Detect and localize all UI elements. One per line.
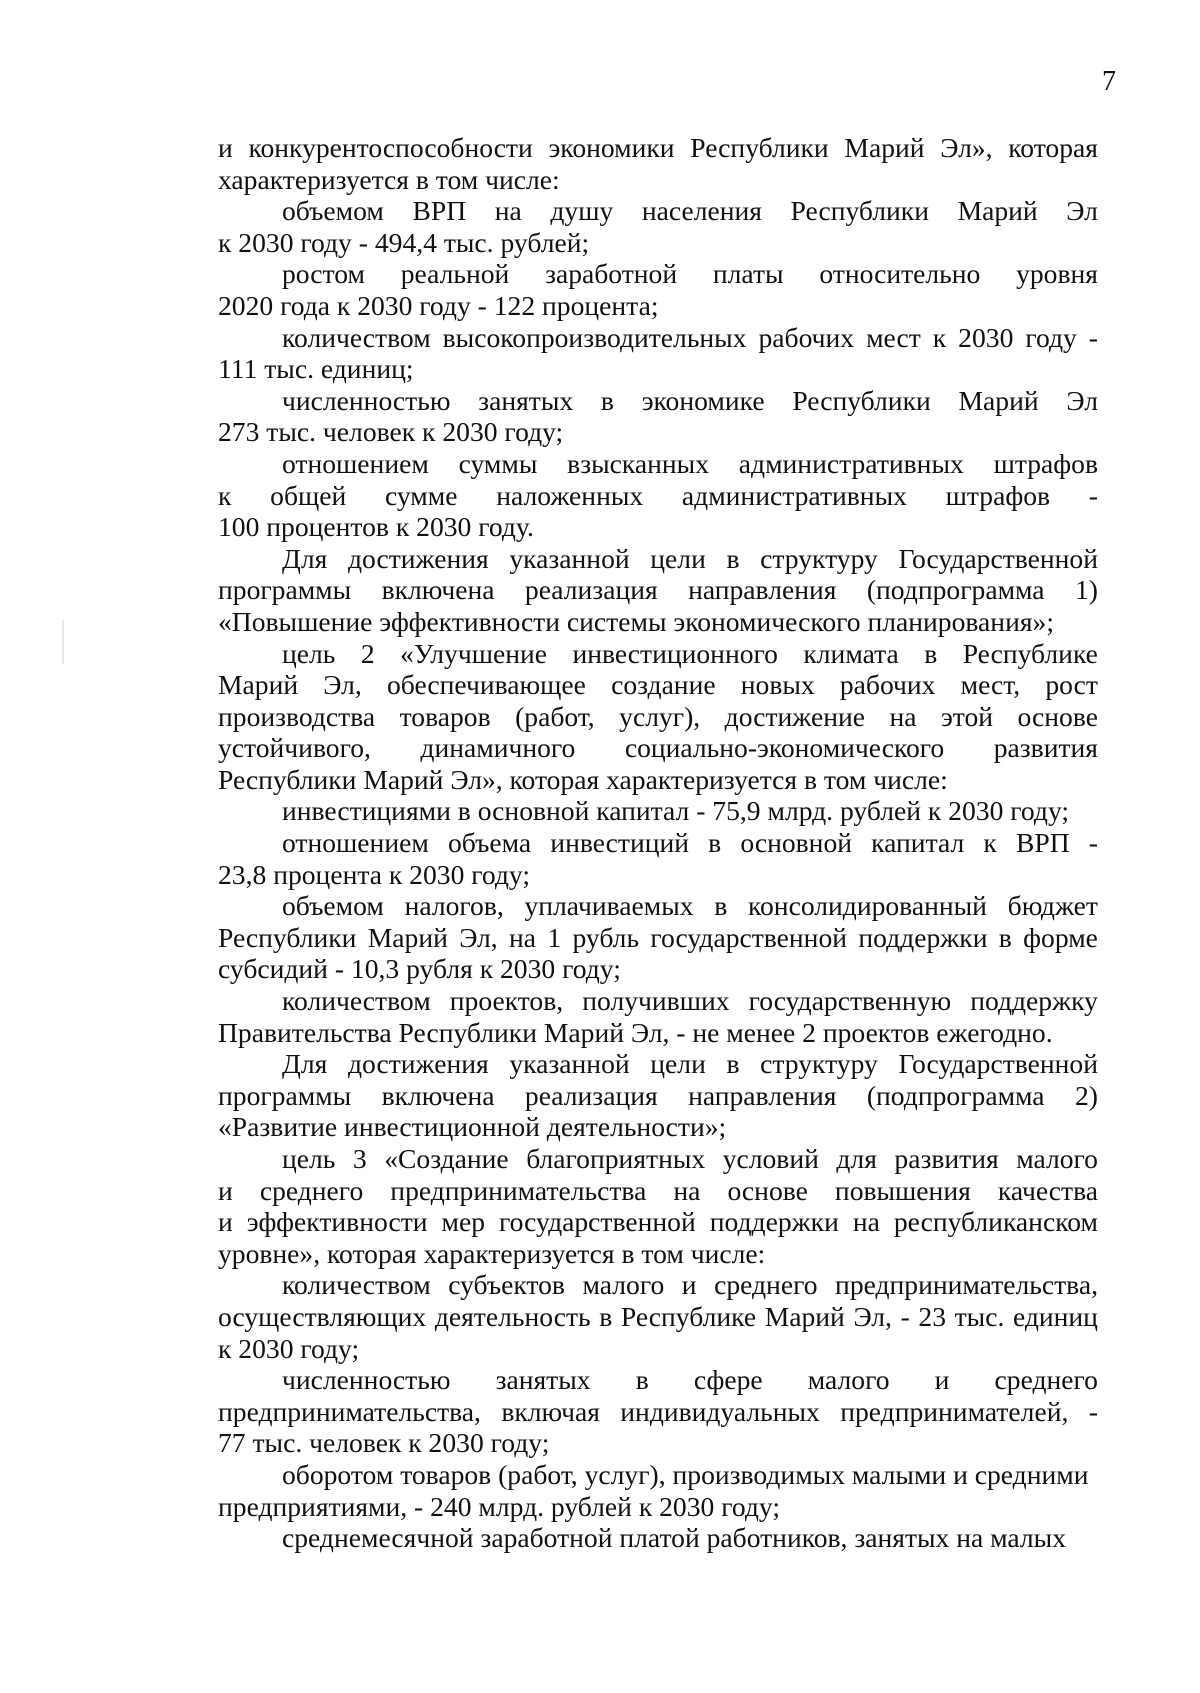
text-line: предприятиями, - 240 млрд. рублей к 2030 году; [218,1490,780,1522]
page-number: 7 [1102,66,1116,97]
text-line: программы включена реализация направления (подпрограмма 2) [218,1079,1098,1111]
text-line: Для достижения указанной цели в структуру Государственной [282,542,1098,574]
text-line: «Развитие инвестиционной деятельности»; [218,1111,727,1143]
text-line: оборотом товаров (работ, услуг), производимых малыми и средними [282,1458,1089,1490]
text-line: 77 тыс. человек к 2030 году; [218,1427,550,1459]
text-line: отношением суммы взысканных административных штрафов [282,447,1098,479]
text-line: Для достижения указанной цели в структуру Государственной [282,1048,1098,1080]
text-line: количеством высокопроизводительных рабочих мест к 2030 году - [282,321,1098,353]
text-line: Марий Эл, обеспечивающее создание новых рабочих мест, рост [218,669,1098,701]
text-line: объемом налогов, уплачиваемых в консолидированный бюджет [282,890,1098,922]
text-line: отношением объема инвестиций в основной капитал к ВРП - [282,827,1098,859]
text-line: субсидий - 10,3 рубля к 2030 году; [218,953,621,985]
text-line: и среднего предпринимательства на основе повышения качества [218,1174,1098,1206]
text-line: и конкурентоспособности экономики Республики Марий Эл», которая [218,132,1098,163]
text-line: к 2030 году - 494,4 тыс. рублей; [218,226,590,258]
text-line: численностью занятых в экономике Республики Марий Эл [282,384,1098,416]
text-line: объемом ВРП на душу населения Республики Марий Эл [282,195,1098,227]
text-line: количеством проектов, получивших государственную поддержку [282,985,1098,1017]
text-line: уровне», которая характеризуется в том числе: [218,1237,766,1269]
text-line: и эффективности мер государственной поддержки на республиканском [218,1206,1098,1238]
text-line: характеризуется в том числе: [218,163,560,195]
text-line: 2020 года к 2030 году - 122 процента; [218,289,659,321]
text-line: Республики Марий Эл», которая характеризуется в том числе: [218,763,948,795]
text-line: устойчивого, динамичного социально-экономического развития [218,732,1098,764]
text-line: среднемесячной заработной платой работников, занятых на малых [282,1522,1067,1554]
text-line: ростом реальной заработной платы относительно уровня [282,258,1098,290]
scan-artifact [62,620,64,664]
text-line: 100 процентов к 2030 году. [218,511,534,543]
text-line: цель 2 «Улучшение инвестиционного климата в Республике [282,637,1098,669]
text-line: Республики Марий Эл, на 1 рубль государственной поддержки в форме [218,921,1098,953]
text-line: 273 тыс. человек к 2030 году; [218,416,564,448]
text-line: Правительства Республики Марий Эл, - не менее 2 проектов ежегодно. [218,1016,1053,1048]
text-line: производства товаров (работ, услуг), достижение на этой основе [218,700,1098,732]
text-line: программы включена реализация направления (подпрограмма 1) [218,574,1098,606]
text-line: предпринимательства, включая индивидуальных предпринимателей, - [218,1395,1098,1427]
document-body [218,132,1098,1554]
text-line: к 2030 году; [218,1332,360,1364]
text-line: численностью занятых в сфере малого и среднего [282,1364,1098,1396]
text-line: осуществляющих деятельность в Республике Марий Эл, - 23 тыс. единиц [218,1300,1098,1332]
text-line: 23,8 процента к 2030 году; [218,858,531,890]
text-line: «Повышение эффективности системы экономического планирования»; [218,605,1054,637]
text-line: количеством субъектов малого и среднего предпринимательства, [282,1269,1098,1301]
text-line: 111 тыс. единиц; [218,353,414,385]
text-line: цель 3 «Создание благоприятных условий для развития малого [282,1143,1098,1174]
text-line: инвестициями в основной капитал - 75,9 млрд. рублей к 2030 году; [282,795,1070,827]
text-line: к общей сумме наложенных административных штрафов - [218,479,1098,511]
